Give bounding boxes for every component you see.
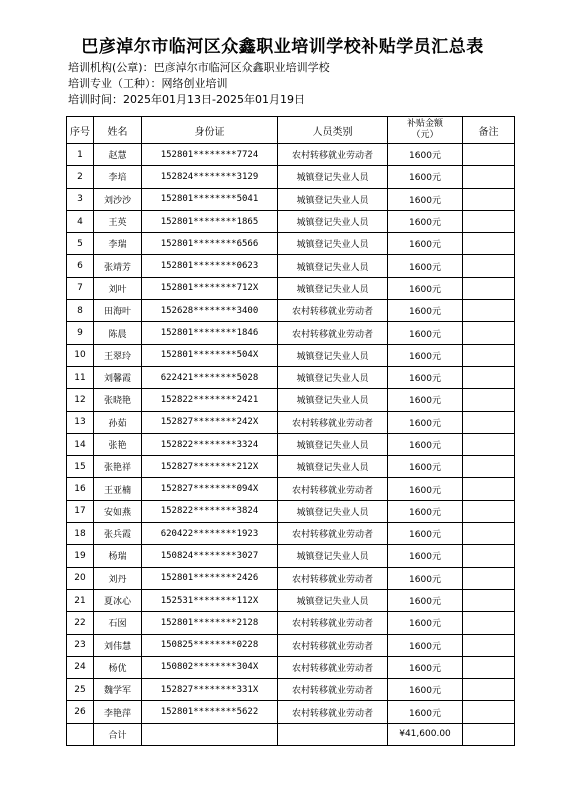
cell-category: 农村转移就业劳动者 [278,656,388,678]
training-major-value: 网络创业培训 [161,77,228,90]
header-subsidy [388,117,463,144]
cell-name: 刘丹 [94,567,142,589]
cell-category: 农村转移就业劳动者 [278,523,388,545]
cell-index: 12 [67,389,94,411]
cell-name: 刘伟慧 [94,634,142,656]
cell-remark [463,300,515,322]
cell-amount: 1600元 [388,612,463,634]
cell-index: 8 [67,300,94,322]
table-row [67,523,515,545]
cell-category: 城镇登记失业人员 [278,188,388,210]
cell-remark [463,634,515,656]
cell-category: 城镇登记失业人员 [278,233,388,255]
cell-amount: 1600元 [388,589,463,611]
cell-amount: 1600元 [388,366,463,388]
training-time-line [68,92,305,108]
cell-id: 622421********5028 [142,366,278,388]
total-row [67,723,515,745]
document-title: 巴彦淖尔市临河区众鑫职业培训学校补贴学员汇总表 [81,37,484,57]
table-row [67,567,515,589]
cell-index: 15 [67,456,94,478]
cell-remark [463,344,515,366]
header-subsidy-line1: 补贴金额 [406,119,443,129]
cell-category: 农村转移就业劳动者 [278,300,388,322]
cell-index: 24 [67,656,94,678]
cell-id: 152801********6566 [142,233,278,255]
cell-id: 152827********242X [142,411,278,433]
cell-category: 农村转移就业劳动者 [278,411,388,433]
cell-amount: 1600元 [388,500,463,522]
cell-remark [463,233,515,255]
cell-category: 农村转移就业劳动者 [278,679,388,701]
cell-amount: 1600元 [388,144,463,166]
cell-amount: 1600元 [388,300,463,322]
cell-index: 6 [67,255,94,277]
cell-id: 152822********3824 [142,500,278,522]
cell-category: 农村转移就业劳动者 [278,567,388,589]
cell-remark [463,545,515,567]
cell-name: 李瑞 [94,233,142,255]
cell-name: 杨瑞 [94,545,142,567]
cell-index: 25 [67,679,94,701]
cell-id: 152801********1865 [142,210,278,232]
table-row [67,612,515,634]
total-index-cell [67,723,94,745]
cell-index: 14 [67,433,94,455]
cell-category: 农村转移就业劳动者 [278,701,388,723]
table-row [67,255,515,277]
cell-category: 城镇登记失业人员 [278,589,388,611]
cell-id: 152628********3400 [142,300,278,322]
cell-id: 152801********1846 [142,322,278,344]
header-name: 姓名 [94,117,142,144]
cell-category: 城镇登记失业人员 [278,389,388,411]
table-row [67,389,515,411]
cell-amount: 1600元 [388,523,463,545]
cell-name: 赵慧 [94,144,142,166]
cell-index: 22 [67,612,94,634]
table-row [67,545,515,567]
cell-name: 张艳祥 [94,456,142,478]
cell-amount: 1600元 [388,166,463,188]
training-org-label: 培训机构(公章)： [68,61,154,74]
cell-remark [463,679,515,701]
cell-remark [463,523,515,545]
cell-index: 1 [67,144,94,166]
table-row [67,433,515,455]
training-time-value: 2025年01月13日-2025年01月19日 [123,93,305,106]
cell-remark [463,456,515,478]
cell-remark [463,366,515,388]
cell-amount: 1600元 [388,233,463,255]
cell-category: 城镇登记失业人员 [278,277,388,299]
table-row [67,500,515,522]
cell-name: 田海叶 [94,300,142,322]
cell-name: 刘沙沙 [94,188,142,210]
cell-remark [463,589,515,611]
table-row [67,277,515,299]
total-label: 合计 [94,723,142,745]
cell-category: 农村转移就业劳动者 [278,144,388,166]
cell-remark [463,322,515,344]
cell-index: 7 [67,277,94,299]
cell-amount: 1600元 [388,656,463,678]
cell-index: 21 [67,589,94,611]
cell-amount: 1600元 [388,322,463,344]
cell-id: 620422********1923 [142,523,278,545]
cell-id: 152801********5041 [142,188,278,210]
cell-index: 17 [67,500,94,522]
cell-amount: 1600元 [388,255,463,277]
cell-id: 152822********2421 [142,389,278,411]
cell-amount: 1600元 [388,634,463,656]
cell-name: 李艳萍 [94,701,142,723]
table-row [67,679,515,701]
cell-remark [463,255,515,277]
header-id: 身份证 [142,117,278,144]
cell-remark [463,277,515,299]
cell-id: 152531********112X [142,589,278,611]
cell-index: 4 [67,210,94,232]
cell-name: 刘叶 [94,277,142,299]
training-major-line [68,76,228,92]
cell-id: 152801********504X [142,344,278,366]
cell-index: 3 [67,188,94,210]
cell-amount: 1600元 [388,188,463,210]
cell-name: 刘馨霞 [94,366,142,388]
table-row [67,366,515,388]
cell-index: 5 [67,233,94,255]
training-org-line [68,60,330,76]
table-row [67,478,515,500]
cell-id: 150825********0228 [142,634,278,656]
cell-id: 152801********0623 [142,255,278,277]
cell-amount: 1600元 [388,433,463,455]
cell-category: 城镇登记失业人员 [278,255,388,277]
cell-remark [463,701,515,723]
table-row [67,634,515,656]
cell-index: 18 [67,523,94,545]
table-row [67,166,515,188]
cell-index: 11 [67,366,94,388]
table-row [67,144,515,166]
cell-remark [463,188,515,210]
cell-id: 152824********3129 [142,166,278,188]
table-row [67,456,515,478]
table-row [67,411,515,433]
table-row [67,233,515,255]
cell-index: 10 [67,344,94,366]
cell-name: 王英 [94,210,142,232]
cell-amount: 1600元 [388,389,463,411]
cell-name: 王亚楠 [94,478,142,500]
table-row [67,322,515,344]
cell-category: 城镇登记失业人员 [278,500,388,522]
table-row [67,701,515,723]
training-major-label: 培训专业（工种）： [68,77,162,90]
total-id-cell [142,723,278,745]
cell-name: 孙茹 [94,411,142,433]
cell-remark [463,411,515,433]
cell-amount: 1600元 [388,545,463,567]
cell-remark [463,612,515,634]
cell-id: 152827********212X [142,456,278,478]
cell-category: 农村转移就业劳动者 [278,478,388,500]
table-row [67,656,515,678]
table-row [67,344,515,366]
header-index: 序号 [67,117,94,144]
cell-category: 城镇登记失业人员 [278,366,388,388]
cell-name: 张晓艳 [94,389,142,411]
student-roster-table [66,116,515,746]
cell-remark [463,389,515,411]
cell-name: 李培 [94,166,142,188]
cell-category: 农村转移就业劳动者 [278,634,388,656]
cell-index: 23 [67,634,94,656]
cell-name: 张兵霞 [94,523,142,545]
total-category-cell [278,723,388,745]
cell-remark [463,144,515,166]
cell-remark [463,567,515,589]
cell-id: 150824********3027 [142,545,278,567]
table-body [67,144,515,724]
header-category: 人员类别 [278,117,388,144]
total-amount: ¥41,600.00 [388,723,463,745]
cell-index: 16 [67,478,94,500]
cell-name: 安如燕 [94,500,142,522]
cell-amount: 1600元 [388,456,463,478]
cell-remark [463,210,515,232]
table-row [67,210,515,232]
cell-id: 152801********2426 [142,567,278,589]
cell-name: 张靖芳 [94,255,142,277]
cell-category: 农村转移就业劳动者 [278,322,388,344]
cell-index: 20 [67,567,94,589]
cell-name: 王翠玲 [94,344,142,366]
cell-name: 陈晨 [94,322,142,344]
cell-index: 13 [67,411,94,433]
cell-id: 152801********712X [142,277,278,299]
cell-amount: 1600元 [388,344,463,366]
cell-category: 城镇登记失业人员 [278,166,388,188]
cell-remark [463,500,515,522]
cell-id: 152822********3324 [142,433,278,455]
training-time-label: 培训时间： [68,93,123,106]
cell-amount: 1600元 [388,701,463,723]
cell-id: 152801********7724 [142,144,278,166]
cell-id: 152827********094X [142,478,278,500]
cell-name: 石囡 [94,612,142,634]
table-row [67,589,515,611]
cell-remark [463,433,515,455]
cell-index: 26 [67,701,94,723]
header-remark: 备注 [463,117,515,144]
cell-category: 城镇登记失业人员 [278,545,388,567]
cell-name: 魏学军 [94,679,142,701]
cell-name: 夏冰心 [94,589,142,611]
cell-index: 9 [67,322,94,344]
table-row [67,188,515,210]
cell-index: 2 [67,166,94,188]
cell-category: 农村转移就业劳动者 [278,612,388,634]
cell-id: 152801********5622 [142,701,278,723]
cell-amount: 1600元 [388,411,463,433]
cell-remark [463,656,515,678]
total-remark-cell [463,723,515,745]
cell-amount: 1600元 [388,210,463,232]
cell-name: 杨优 [94,656,142,678]
cell-remark [463,478,515,500]
cell-index: 19 [67,545,94,567]
table-header-row [67,117,515,144]
cell-id: 152827********331X [142,679,278,701]
cell-category: 城镇登记失业人员 [278,433,388,455]
cell-category: 城镇登记失业人员 [278,456,388,478]
cell-name: 张艳 [94,433,142,455]
cell-id: 152801********2128 [142,612,278,634]
header-subsidy-line2: （元） [411,130,439,140]
cell-remark [463,166,515,188]
table-row [67,300,515,322]
training-org-value: 巴彦淖尔市临河区众鑫职业培训学校 [153,61,330,74]
cell-amount: 1600元 [388,478,463,500]
cell-category: 城镇登记失业人员 [278,210,388,232]
cell-amount: 1600元 [388,277,463,299]
cell-amount: 1600元 [388,679,463,701]
cell-amount: 1600元 [388,567,463,589]
cell-category: 城镇登记失业人员 [278,344,388,366]
cell-id: 150802********304X [142,656,278,678]
